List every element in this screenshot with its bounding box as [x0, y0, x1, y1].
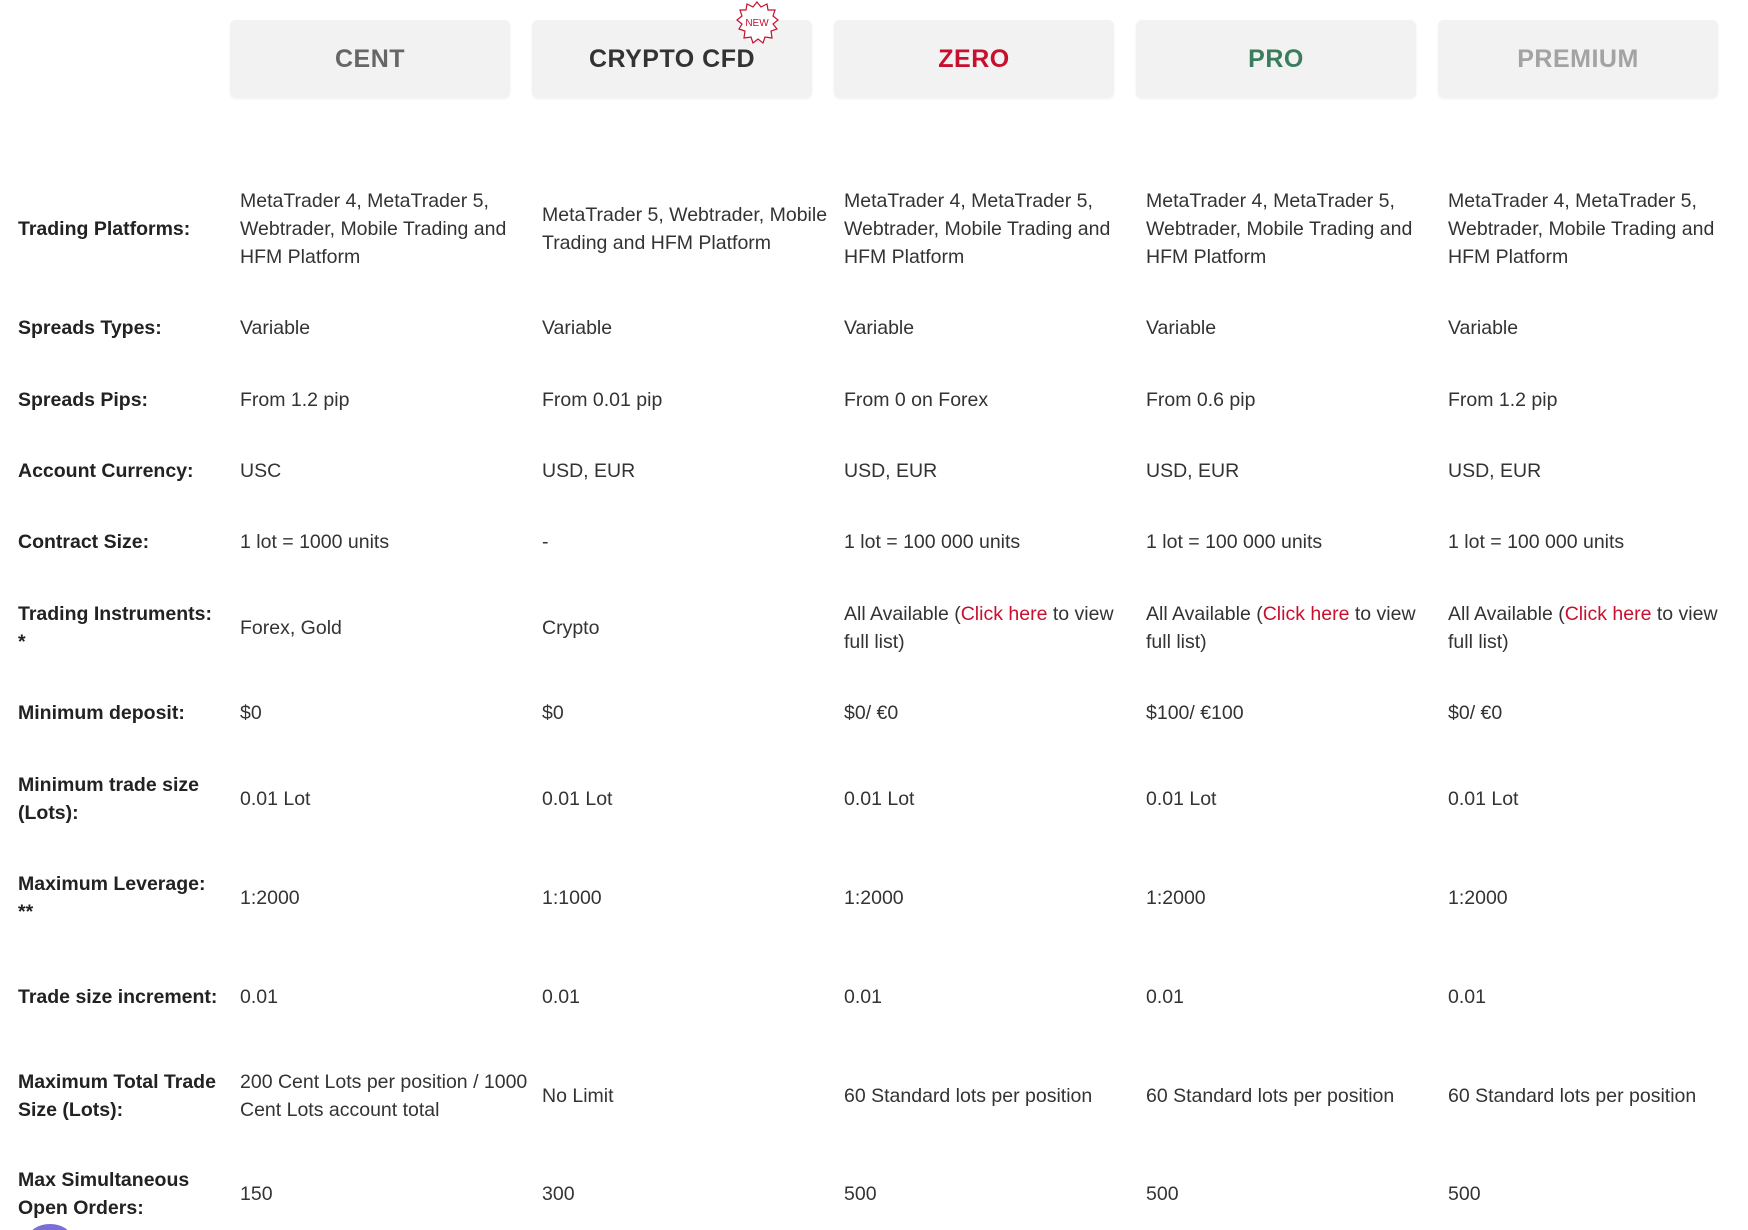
- table-cell: 0.01: [240, 986, 278, 1008]
- row-label: Max Simultaneous Open Orders:: [18, 1169, 190, 1219]
- table-cell: 1 lot = 100 000 units: [844, 531, 1021, 553]
- link-cell-prefix: All Available (: [844, 603, 961, 625]
- table-cell: 0.01: [1146, 986, 1184, 1008]
- table-cell: 1:2000: [1146, 887, 1206, 909]
- table-cell: -: [542, 531, 549, 553]
- table-row: [0, 453, 1748, 489]
- table-cell: $0/ €0: [1448, 702, 1503, 724]
- table-cell: 0.01: [1448, 986, 1486, 1008]
- row-label: Spreads Types:: [18, 317, 162, 339]
- table-cell: 1 lot = 100 000 units: [1146, 531, 1323, 553]
- table-cell: No Limit: [542, 1085, 614, 1107]
- table-cell: Variable: [1146, 317, 1217, 339]
- tab-crypto-cfd[interactable]: [532, 17, 812, 98]
- row-label: Maximum Total Trade Size (Lots):: [18, 1071, 216, 1121]
- table-cell: 1:2000: [844, 887, 904, 909]
- row-label: Trading Instruments: *: [18, 603, 212, 653]
- tab-cent-label: CENT: [334, 44, 406, 73]
- table-cell: MetaTrader 4, MetaTrader 5, Webtrader, Mobile Trading and HFM Platform: [240, 190, 507, 268]
- table-cell: 0.01 Lot: [240, 788, 311, 810]
- tab-pro[interactable]: [1136, 20, 1416, 98]
- table-cell: USD, EUR: [1448, 460, 1542, 482]
- link-cell-suffix: to view full list): [844, 603, 1114, 653]
- table-cell: Crypto: [542, 617, 600, 639]
- table-row: [0, 964, 1748, 1030]
- table-cell: 500: [1448, 1183, 1481, 1205]
- row-label: Contract Size:: [18, 531, 150, 553]
- table-cell: 200 Cent Lots per position / 1000 Cent Lots account total: [240, 1071, 528, 1121]
- view-instruments-link[interactable]: Click here: [960, 603, 1048, 625]
- view-instruments-link[interactable]: Click here: [1262, 603, 1350, 625]
- table-cell: From 1.2 pip: [1448, 389, 1558, 411]
- table-cell: USD, EUR: [1146, 460, 1240, 482]
- table-cell: Variable: [542, 317, 613, 339]
- view-instruments-link[interactable]: Click here: [1564, 603, 1652, 625]
- table-row: [0, 382, 1748, 418]
- table-cell: 1:1000: [542, 887, 602, 909]
- table-cell: 0.01 Lot: [542, 788, 613, 810]
- link-cell-prefix: All Available (: [1146, 603, 1263, 625]
- table-cell: 0.01 Lot: [844, 788, 915, 810]
- table-row: [0, 865, 1748, 931]
- tab-premium-label: PREMIUM: [1517, 44, 1639, 73]
- table-cell: MetaTrader 4, MetaTrader 5, Webtrader, Mobile Trading and HFM Platform: [1146, 190, 1413, 268]
- link-cell-prefix: All Available (: [1448, 603, 1565, 625]
- row-label: Minimum deposit:: [18, 702, 185, 724]
- table-cell: [1448, 595, 1744, 661]
- table-cell: 0.01 Lot: [1146, 788, 1217, 810]
- table-cell: 1 lot = 100 000 units: [1448, 531, 1625, 553]
- table-cell: Variable: [1448, 317, 1519, 339]
- table-cell: $0: [240, 702, 262, 724]
- row-label: Account Currency:: [18, 460, 194, 482]
- table-row: [0, 524, 1748, 560]
- tab-zero[interactable]: [834, 20, 1114, 98]
- table-cell: 1:2000: [240, 887, 300, 909]
- table-cell: 1 lot = 1000 units: [240, 531, 390, 553]
- table-cell: 60 Standard lots per position: [1146, 1085, 1395, 1107]
- table-cell: 150: [240, 1183, 273, 1205]
- table-cell: MetaTrader 4, MetaTrader 5, Webtrader, Mobile Trading and HFM Platform: [1448, 190, 1715, 268]
- table-cell: USD, EUR: [844, 460, 938, 482]
- table-cell: MetaTrader 4, MetaTrader 5, Webtrader, Mobile Trading and HFM Platform: [844, 190, 1111, 268]
- table-row: [0, 695, 1748, 731]
- row-label: Trading Platforms:: [18, 218, 191, 240]
- table-cell: USC: [240, 460, 282, 482]
- table-cell: 0.01: [844, 986, 882, 1008]
- link-cell-suffix: to view full list): [1146, 603, 1416, 653]
- table-cell: $0: [542, 702, 564, 724]
- table-cell: 60 Standard lots per position: [844, 1085, 1093, 1107]
- table-cell: From 1.2 pip: [240, 389, 350, 411]
- table-cell: $0/ €0: [844, 702, 899, 724]
- table-cell: Variable: [844, 317, 915, 339]
- table-row: [0, 186, 1748, 272]
- table-cell: From 0.01 pip: [542, 389, 663, 411]
- tab-crypto-cfd-label: CRYPTO CFD: [588, 44, 756, 73]
- tab-pro-label: PRO: [1248, 44, 1304, 73]
- table-cell: From 0.6 pip: [1146, 389, 1256, 411]
- table-row: [0, 766, 1748, 832]
- table-row: [0, 1063, 1748, 1129]
- table-row: [0, 595, 1748, 661]
- row-label: Maximum Leverage: **: [18, 873, 206, 923]
- row-label: Minimum trade size (Lots):: [18, 774, 199, 824]
- row-label: Spreads Pips:: [18, 389, 149, 411]
- table-row: [0, 310, 1748, 346]
- table-cell: 300: [542, 1183, 575, 1205]
- table-cell: $100/ €100: [1146, 702, 1244, 724]
- table-cell: 0.01 Lot: [1448, 788, 1519, 810]
- tab-premium[interactable]: [1438, 20, 1718, 98]
- table-cell: 0.01: [542, 986, 580, 1008]
- table-cell: Variable: [240, 317, 311, 339]
- link-cell-suffix: to view full list): [1448, 603, 1718, 653]
- table-cell: [844, 595, 1134, 661]
- table-cell: 500: [1146, 1183, 1179, 1205]
- table-cell: Forex, Gold: [240, 617, 342, 639]
- table-cell: [1146, 595, 1436, 661]
- table-cell: 1:2000: [1448, 887, 1508, 909]
- table-cell: 60 Standard lots per position: [1448, 1085, 1697, 1107]
- table-cell: MetaTrader 5, Webtrader, Mobile Trading and HFM Platform: [542, 204, 828, 254]
- tab-cent[interactable]: [230, 20, 510, 98]
- new-badge: [734, 0, 780, 46]
- table-cell: USD, EUR: [542, 460, 636, 482]
- table-cell: 500: [844, 1183, 877, 1205]
- new-badge-text: NEW: [745, 17, 769, 29]
- table-row: [0, 1161, 1748, 1227]
- row-label: Trade size increment:: [18, 986, 218, 1008]
- tab-zero-label: ZERO: [938, 44, 1010, 73]
- table-cell: From 0 on Forex: [844, 389, 989, 411]
